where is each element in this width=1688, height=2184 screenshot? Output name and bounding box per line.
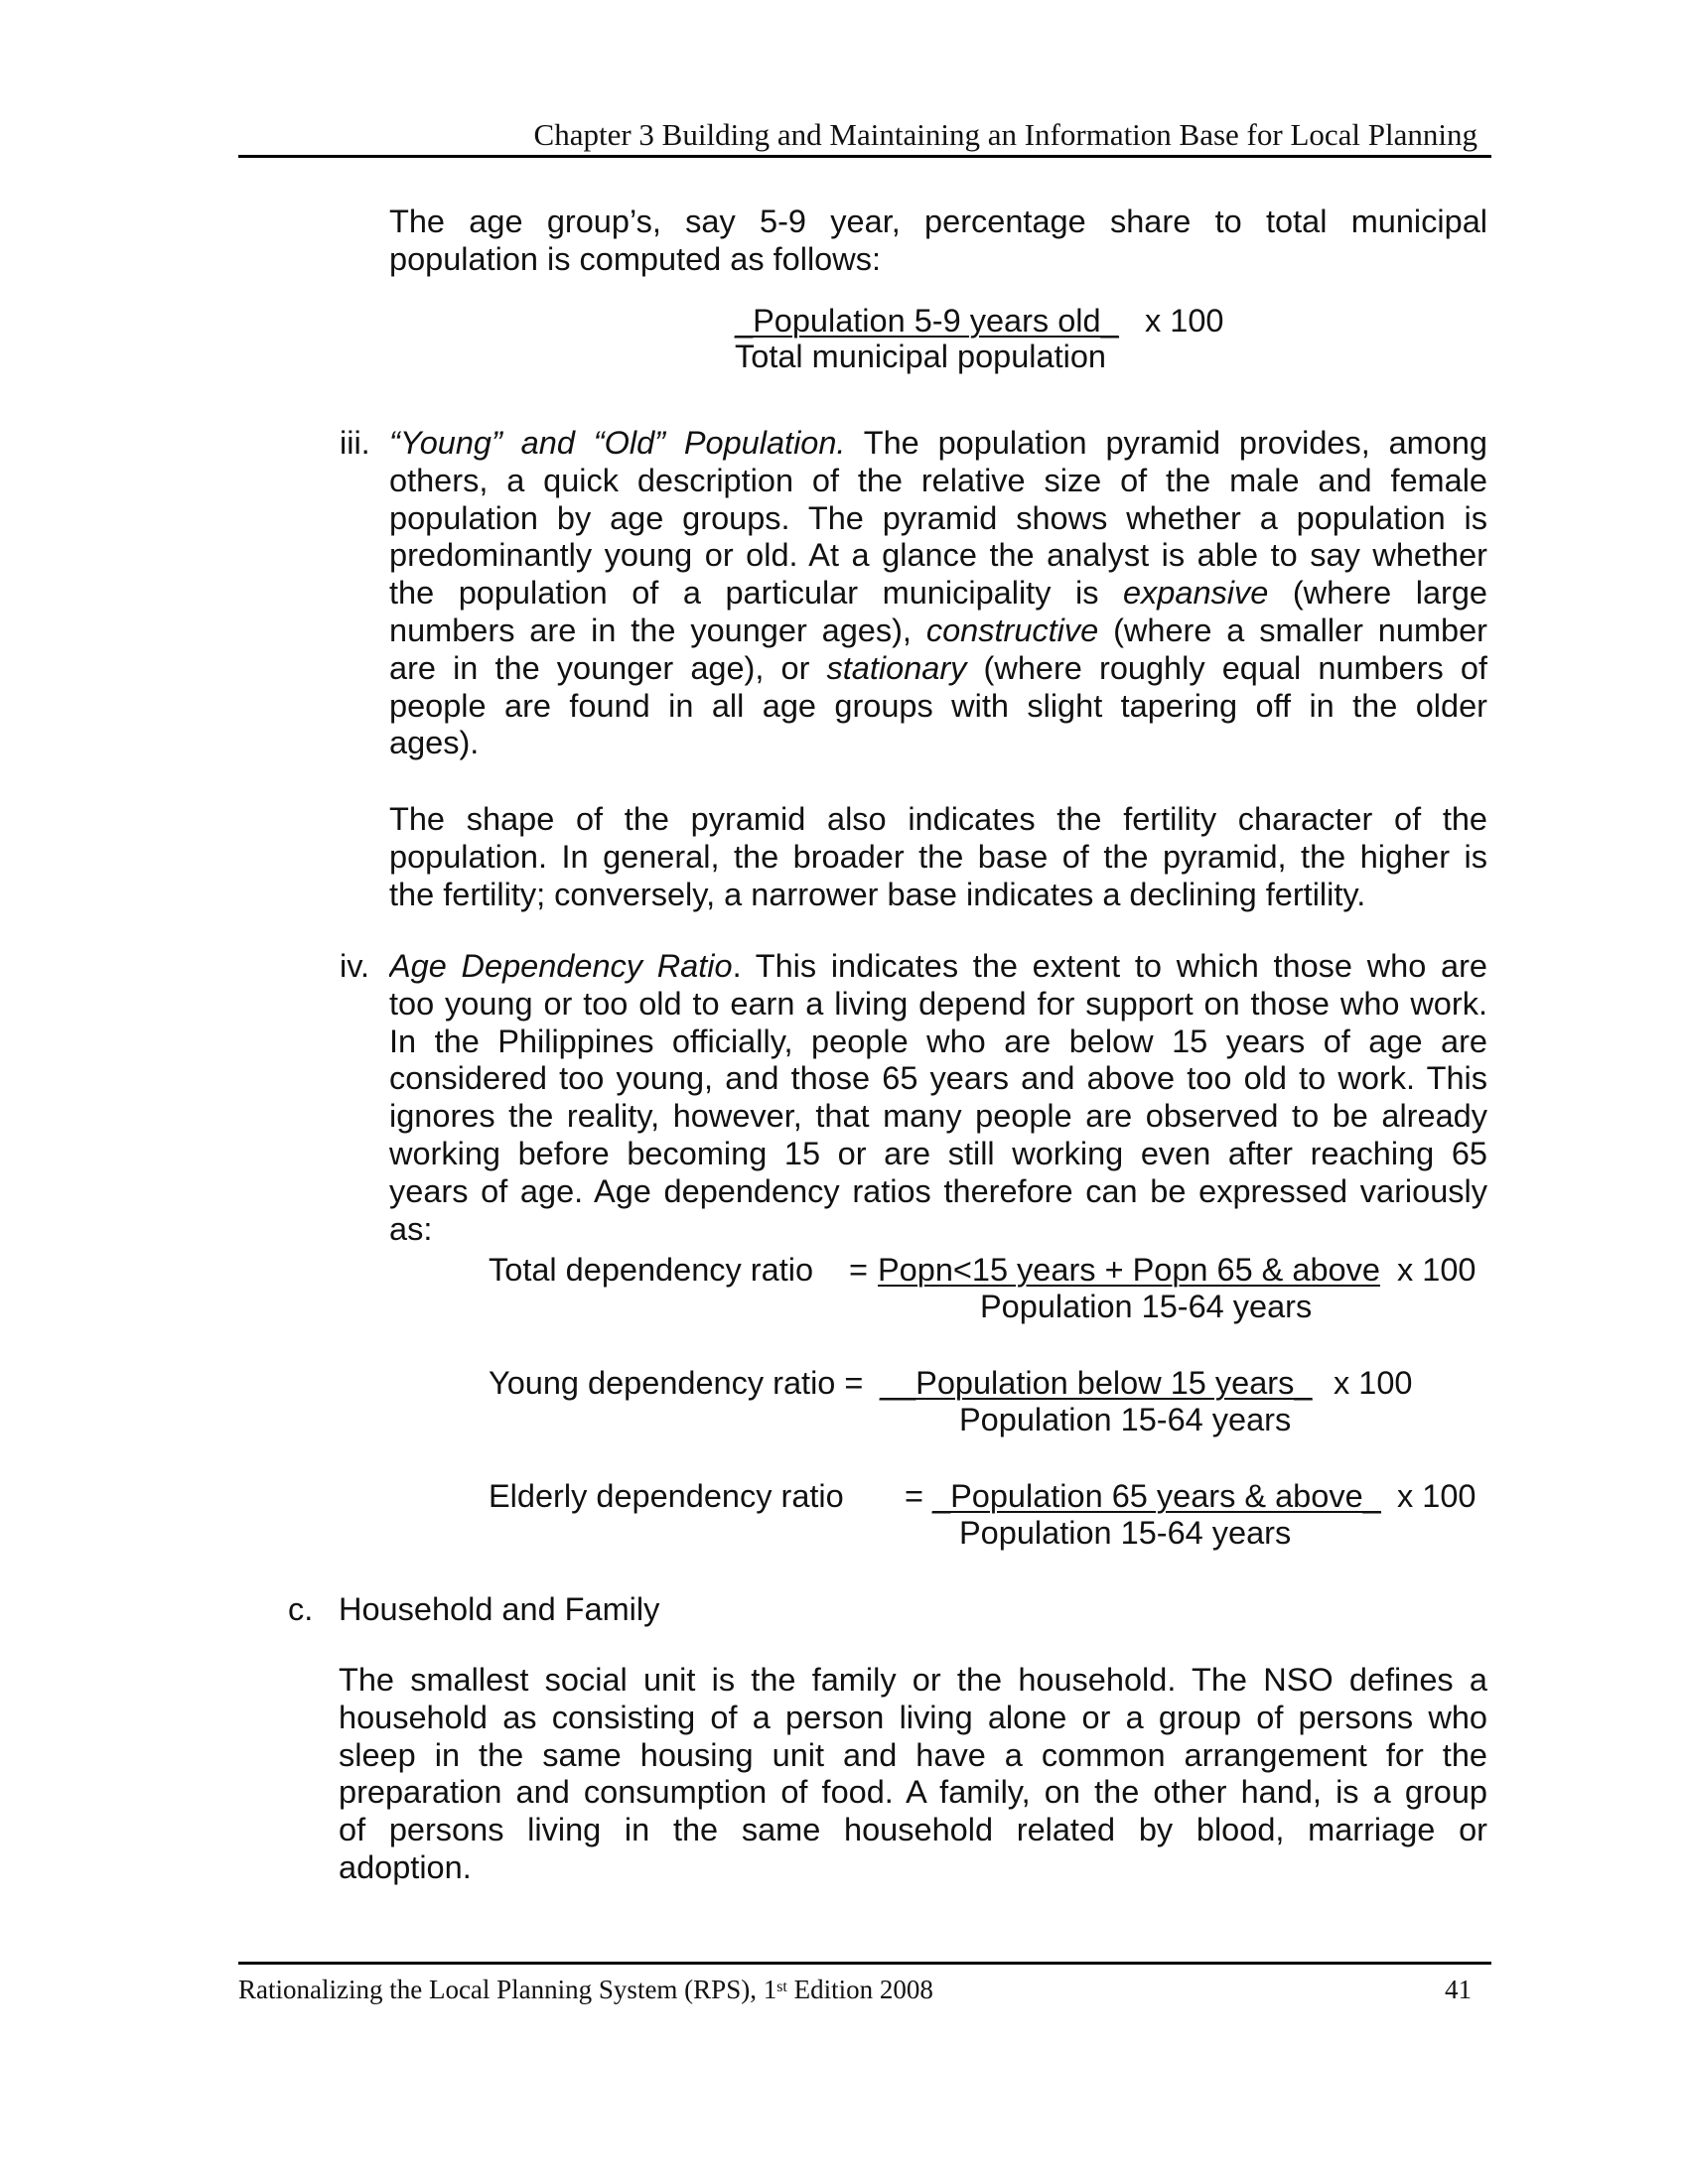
text-segment: The population pyramid provides, among — [845, 425, 1487, 461]
text-segment: numbers are in the younger ages), — [389, 613, 926, 648]
formula-label: Elderly dependency ratio — [489, 1478, 844, 1514]
text-line — [389, 424, 1487, 462]
intro-line: population is computed as follows: — [389, 241, 882, 277]
list-marker-iii: iii. — [340, 425, 370, 461]
text-segment: too young or too old to earn a living depend for support on those who work. — [389, 985, 1487, 1022]
formula-label: Young dependency ratio = — [489, 1365, 864, 1401]
text-segment: (where roughly equal numbers of — [966, 649, 1487, 686]
formula-denominator: Population 15-64 years — [959, 1402, 1292, 1437]
italic-term: “Young” and “Old” Population. — [389, 425, 846, 461]
text-line — [389, 649, 1487, 687]
footer-title-text: Rationalizing the Local Planning System (RPS), 1 — [238, 1975, 777, 2004]
formula-equals: = — [905, 1478, 923, 1514]
text-line: The shape of the pyramid also indicates the fertility character of the — [389, 801, 1487, 837]
intro-line: The age group’s, say 5-9 year, percentage share to total municipal — [389, 204, 1487, 239]
text-line: sleep in the same housing unit and have a common arrangement for the — [339, 1736, 1487, 1773]
text-segment: predominantly young or old. At a glance the analyst is able to say whether — [389, 537, 1487, 574]
text-segment: others, a quick description of the relative size of the male and female — [389, 462, 1487, 498]
text-line: household as consisting of a person living alone or a group of persons who — [339, 1699, 1487, 1735]
formula-equals: = — [849, 1252, 868, 1288]
text-segment: ages). — [389, 725, 480, 761]
section-heading: Household and Family — [339, 1591, 660, 1627]
text-line: the fertility; conversely, a narrower base indicates a declining fertility. — [389, 876, 1366, 912]
formula-numerator: __Population below 15 years_ — [880, 1365, 1313, 1401]
text-segment: are in the younger age), or — [389, 649, 827, 686]
list-marker-c: c. — [288, 1591, 314, 1627]
text-segment: years of age. Age dependency ratios therefore can be expressed variously — [389, 1172, 1487, 1209]
text-segment: (where large — [1268, 575, 1487, 612]
text-line: of persons living in the same household related by blood, marriage or — [339, 1812, 1487, 1848]
text-line — [389, 724, 479, 761]
footer-book-title — [238, 1974, 933, 2005]
formula-multiplier: x 100 — [1334, 1365, 1413, 1401]
text-segment: (where a smaller number — [1098, 613, 1487, 648]
text-segment: . This indicates the extent to which those who are — [732, 948, 1487, 984]
text-line: preparation and consumption of food. A family, on the other hand, is a group — [339, 1774, 1487, 1811]
formula-label: Total dependency ratio — [489, 1252, 814, 1288]
header-rule — [238, 155, 1491, 158]
text-segment: population by age groups. The pyramid shows whether a population is — [389, 499, 1487, 536]
footer-edition: Edition 2008 — [786, 1975, 933, 2004]
list-marker-iv: iv. — [340, 948, 370, 984]
formula-numerator: Popn<15 years + Popn 65 & above — [878, 1252, 1380, 1288]
footer-rule — [238, 1962, 1491, 1965]
formula-multiplier: x 100 — [1397, 1252, 1477, 1288]
text-line — [389, 574, 1487, 612]
italic-term: stationary — [826, 649, 967, 686]
text-line — [389, 462, 1487, 499]
text-segment: as: — [389, 1210, 433, 1247]
formula-denominator: Total municipal population — [735, 339, 1106, 374]
text-segment: In the Philippines officially, people who are below 15 years of age are — [389, 1023, 1487, 1059]
italic-term: Age Dependency Ratio — [389, 948, 733, 984]
text-line — [389, 947, 1487, 985]
text-line — [389, 1059, 1487, 1097]
text-line: The smallest social unit is the family or the household. The NSO defines a — [339, 1662, 1487, 1698]
text-segment: the population of a particular municipality is — [389, 575, 1123, 612]
running-header: Chapter 3 Building and Maintaining an Information Base for Local Planning — [533, 117, 1477, 152]
text-line — [389, 499, 1487, 537]
page-number: 41 — [1445, 1975, 1472, 2004]
text-line — [389, 1023, 1487, 1060]
text-segment: considered too young, and those 65 years and above too old to work. This — [389, 1060, 1487, 1097]
formula-numerator: _Population 65 years & above_ — [932, 1478, 1381, 1514]
text-line — [389, 985, 1487, 1023]
formula-multiplier: x 100 — [1397, 1478, 1477, 1514]
formula-denominator: Population 15-64 years — [959, 1515, 1292, 1551]
text-line — [389, 1135, 1487, 1172]
footer-superscript: st — [776, 1979, 787, 1995]
text-line: adoption. — [339, 1849, 472, 1885]
formula-denominator: Population 15-64 years — [980, 1289, 1313, 1324]
text-line — [389, 1172, 1487, 1210]
text-line — [389, 612, 1487, 649]
italic-term: expansive — [1122, 575, 1269, 612]
formula-numerator: _Population 5-9 years old_ — [735, 303, 1119, 339]
text-line — [389, 536, 1487, 574]
text-segment: ignores the reality, however, that many people are observed to be already — [389, 1098, 1487, 1135]
text-line — [389, 1210, 432, 1248]
text-segment: working before becoming 15 or are still working even after reaching 65 — [389, 1136, 1487, 1171]
text-line — [389, 687, 1487, 725]
text-line: population. In general, the broader the base of the pyramid, the higher is — [389, 838, 1487, 875]
formula-multiplier: x 100 — [1145, 303, 1224, 339]
text-line — [389, 1097, 1487, 1135]
text-segment: people are found in all age groups with slight tapering off in the older — [389, 687, 1487, 724]
italic-term: constructive — [925, 613, 1099, 648]
